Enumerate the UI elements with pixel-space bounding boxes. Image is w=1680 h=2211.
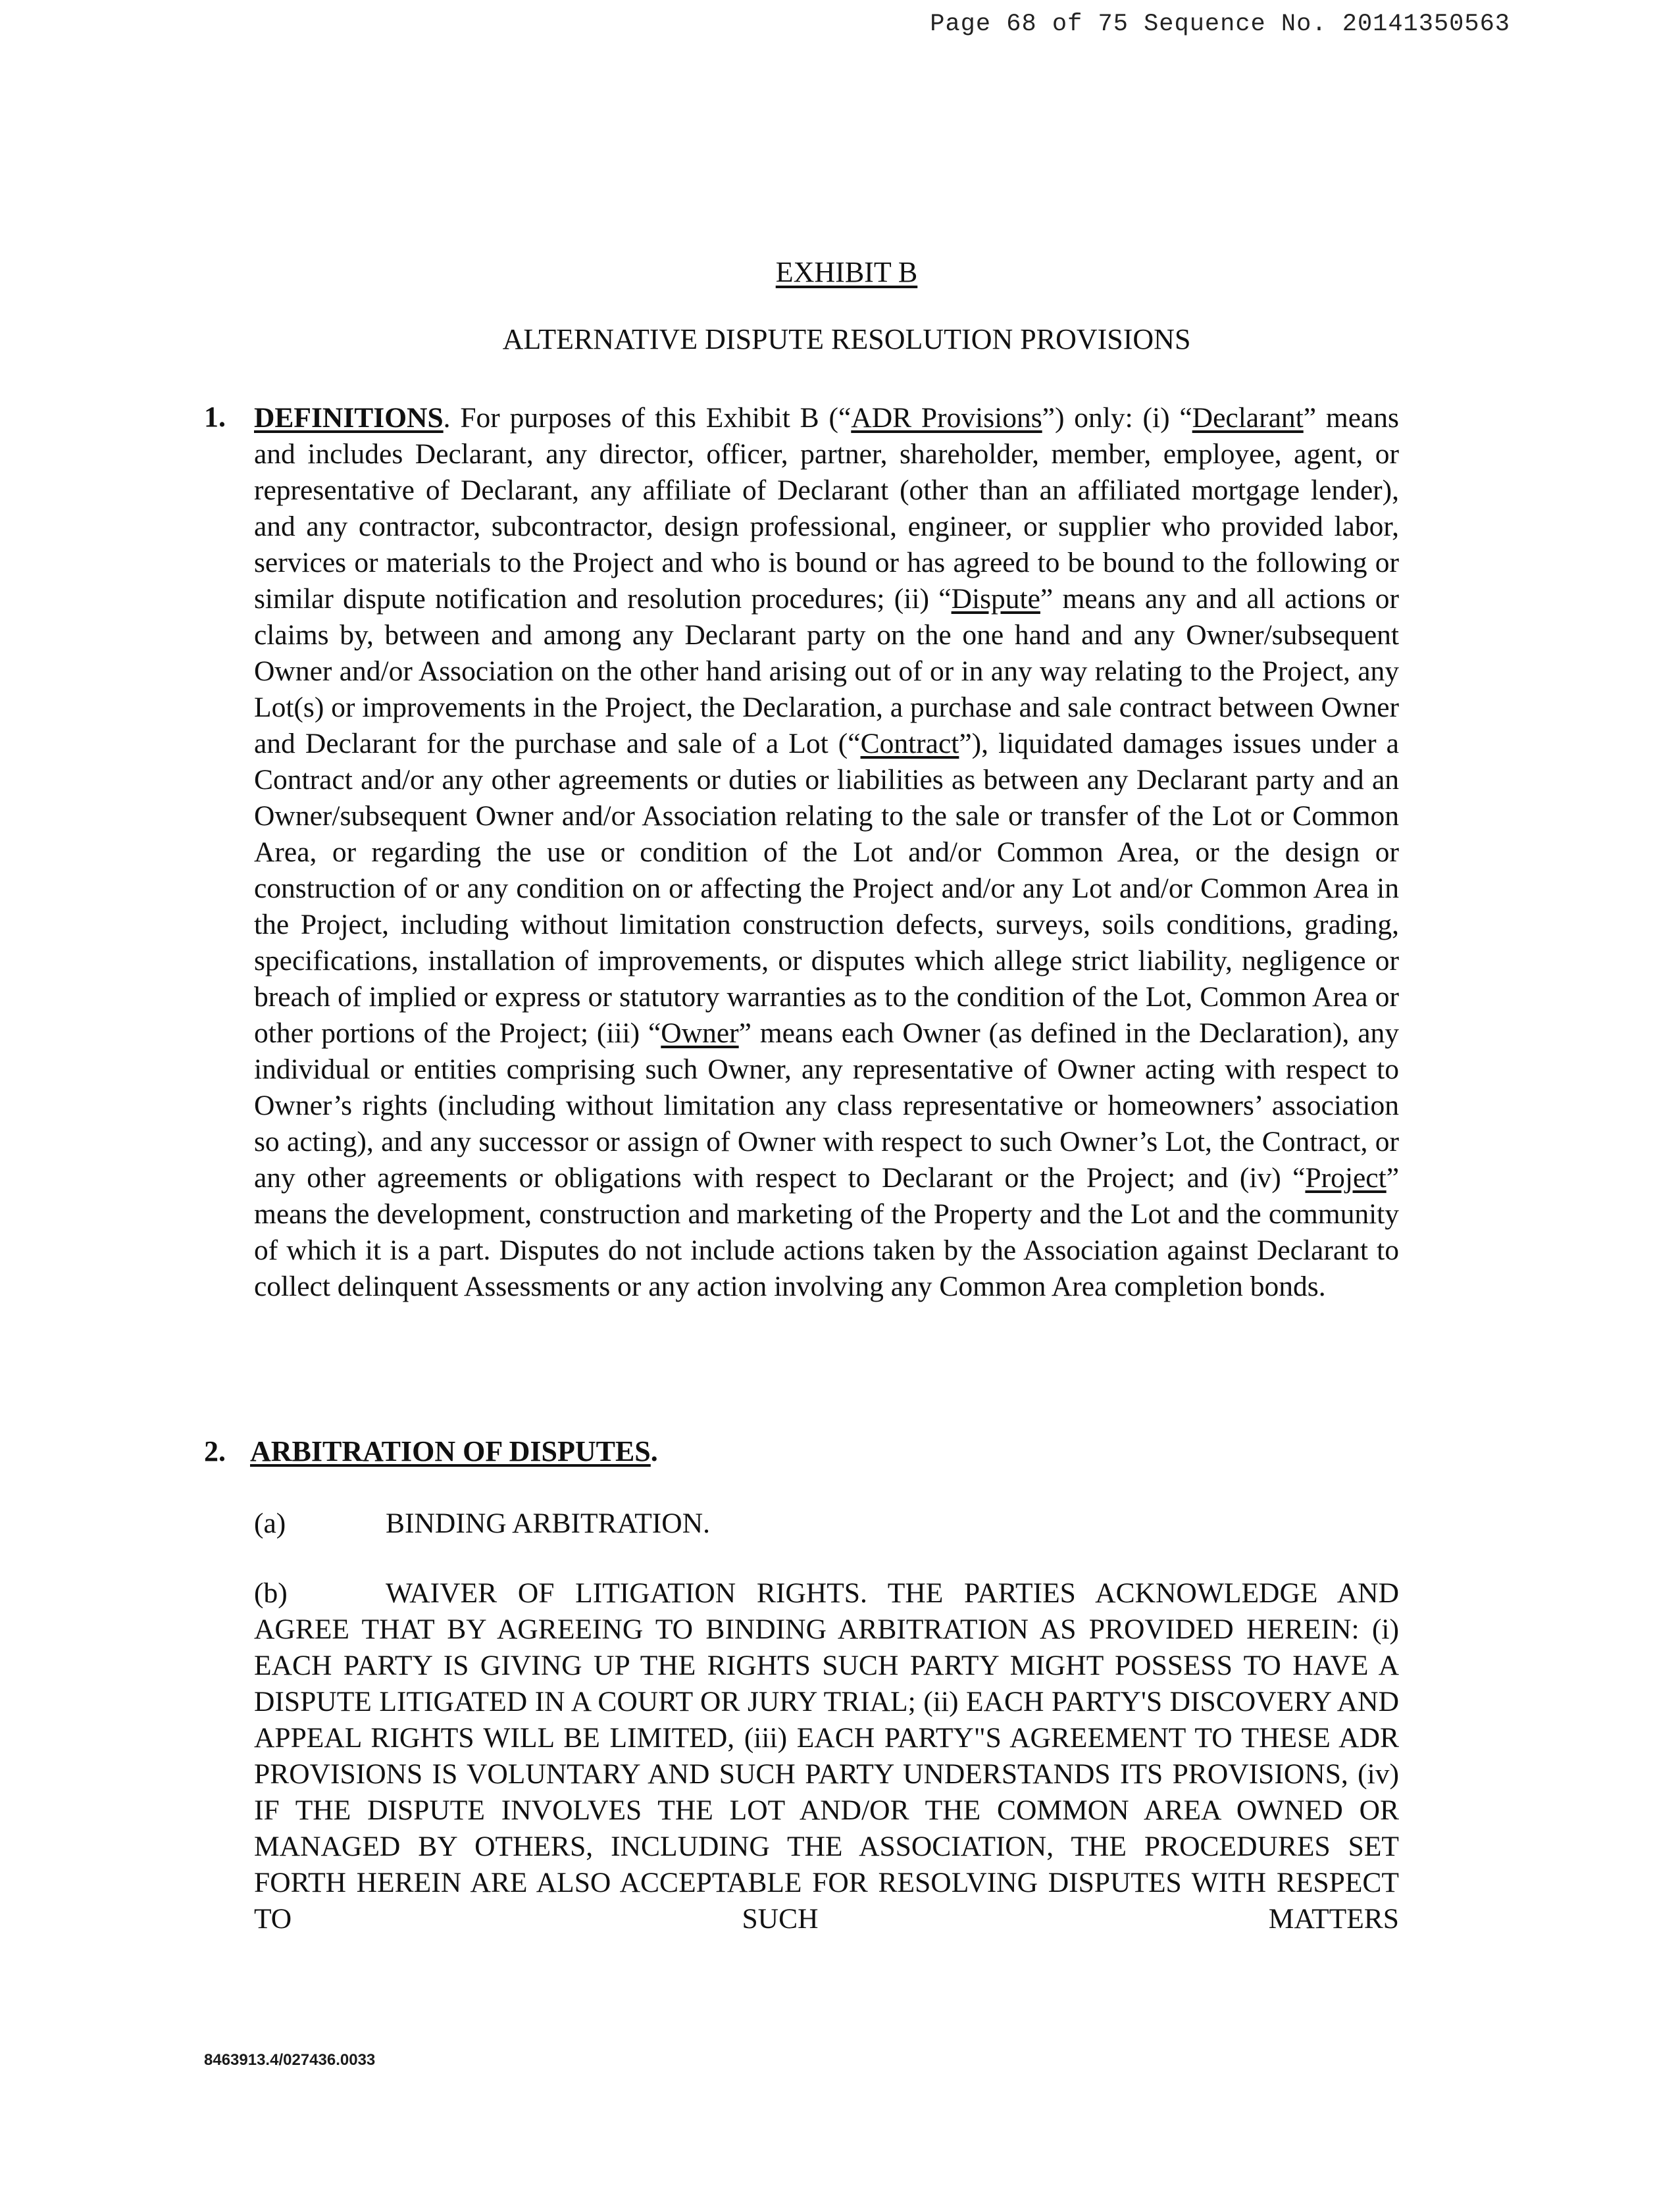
term-dispute: Dispute [951, 583, 1040, 615]
section-1-number: 1. [204, 401, 226, 433]
section-1-text-part: ” means the development, construction and marketing of the Property and the Lot and the community of which it is a part. Disputes do not include actions taken by the Association against Declarant to collect delinquent Assessments or any action involving any Common Area completion bonds. [254, 1162, 1399, 1302]
subsection-b-label: (b) [254, 1577, 288, 1609]
subsection-a [254, 1507, 710, 1540]
section-1-text-part: ” means each Owner (as defined in the Declaration), any individual or entities comprising such Owner, any representative of Owner acting with respect to Owner’s rights (including without limitation any class representative or homeowners’ association so acting), and any successor or assign of Owner with respect to such Owner’s Lot, the Contract, or any other agreements or obligations with respect to Declarant or the Project; and (iv) “ [254, 1017, 1400, 1194]
term-declarant: Declarant [1192, 402, 1304, 434]
subsection-b [254, 1575, 1399, 1937]
subsection-b-text: WAIVER OF LITIGATION RIGHTS. THE PARTIES ACKNOWLEDGE AND AGREE THAT BY AGREEING TO BINDING ARBITRATION AS PROVIDED HEREIN: (i) EACH PARTY IS GIVING UP THE RIGHTS SUCH PARTY MIGHT POSSESS TO HAVE A DISPUTE LITIGATED IN A COURT OR JURY TRIAL; (ii) EACH PARTY'S DISCOVERY AND APPEAL RIGHTS WILL BE LIMITED, (iii) EACH PARTY"S AGREEMENT TO THESE ADR PROVISIONS IS VOLUNTARY AND SUCH PARTY UNDERSTANDS ITS PROVISIONS, (iv) IF THE DISPUTE INVOLVES THE LOT AND/OR THE COMMON AREA OWNED OR MANAGED BY OTHERS, INCLUDING THE ASSOCIATION, THE PROCEDURES SET FORTH HEREIN ARE ALSO ACCEPTABLE FOR RESOLVING DISPUTES WITH RESPECT TO SUCH MATTERS [254, 1577, 1399, 1935]
exhibit-subtitle: ALTERNATIVE DISPUTE RESOLUTION PROVISIONS [502, 323, 1191, 355]
term-contract: Contract [860, 728, 959, 759]
section-1-text-part: ” means any and all actions or claims by, between and among any Declarant party on the one hand and any Owner/subsequent Owner and/or Association on the other hand arising out of or in any way relating to the Project, any Lot(s) or improvements in the Project, the Declaration, a purchase and sale contract between Owner and Declarant for the purchase and sale of a Lot (“ [254, 583, 1399, 759]
section-2-heading-line [250, 1435, 658, 1468]
section-2-number: 2. [204, 1435, 226, 1467]
section-1-text-part: . For purposes of this Exhibit B (“ [443, 402, 852, 434]
section-2-heading-suffix: . [650, 1435, 658, 1467]
subsection-a-label: (a) [254, 1508, 286, 1539]
exhibit-title: EXHIBIT B [775, 256, 918, 288]
section-1-definitions-paragraph [254, 400, 1399, 1305]
section-1-text-part: ” means and includes Declarant, any director, officer, partner, shareholder, member, employee, agent, or representative of Declarant, any affiliate of Declarant (other than an affiliated mortgage lender), and any contractor, subcontractor, design professional, engineer, or supplier who provided labor, services or materials to the Project and who is bound or has agreed to be bound to the following or similar dispute notification and resolution procedures; (ii) “ [254, 402, 1399, 615]
document-code: 8463913.4/027436.0033 [204, 2051, 376, 2069]
page-sequence-stamp: Page 68 of 75 Sequence No. 20141350563 [930, 11, 1510, 38]
section-1-text-part: ”) only: (i) “ [1042, 402, 1192, 434]
term-owner: Owner [661, 1017, 739, 1049]
term-adr-provisions: ADR Provisions [851, 402, 1042, 434]
subsection-a-text: BINDING ARBITRATION. [386, 1508, 710, 1539]
section-2-heading: ARBITRATION OF DISPUTES [250, 1435, 651, 1467]
section-1-text-part: ”), liquidated damages issues under a Contract and/or any other agreements or duties or liabilities as between any Declarant party and an Owner/subsequent Owner and/or Association relating to the sale or transfer of the Lot or Common Area, or regarding the use or condition of the Lot and/or Common Area, or the design or construction of or any condition on or affecting the Project and/or any Lot and/or Common Area in the Project, including without limitation construction defects, surveys, soils conditions, grading, specifications, installation of improvements, or disputes which allege strict liability, negligence or breach of implied or express or statutory warranties as to the condition of the Lot, Common Area or other portions of the Project; (iii) “ [254, 728, 1399, 1049]
section-1-heading: DEFINITIONS [254, 402, 444, 434]
term-project: Project [1305, 1162, 1387, 1194]
